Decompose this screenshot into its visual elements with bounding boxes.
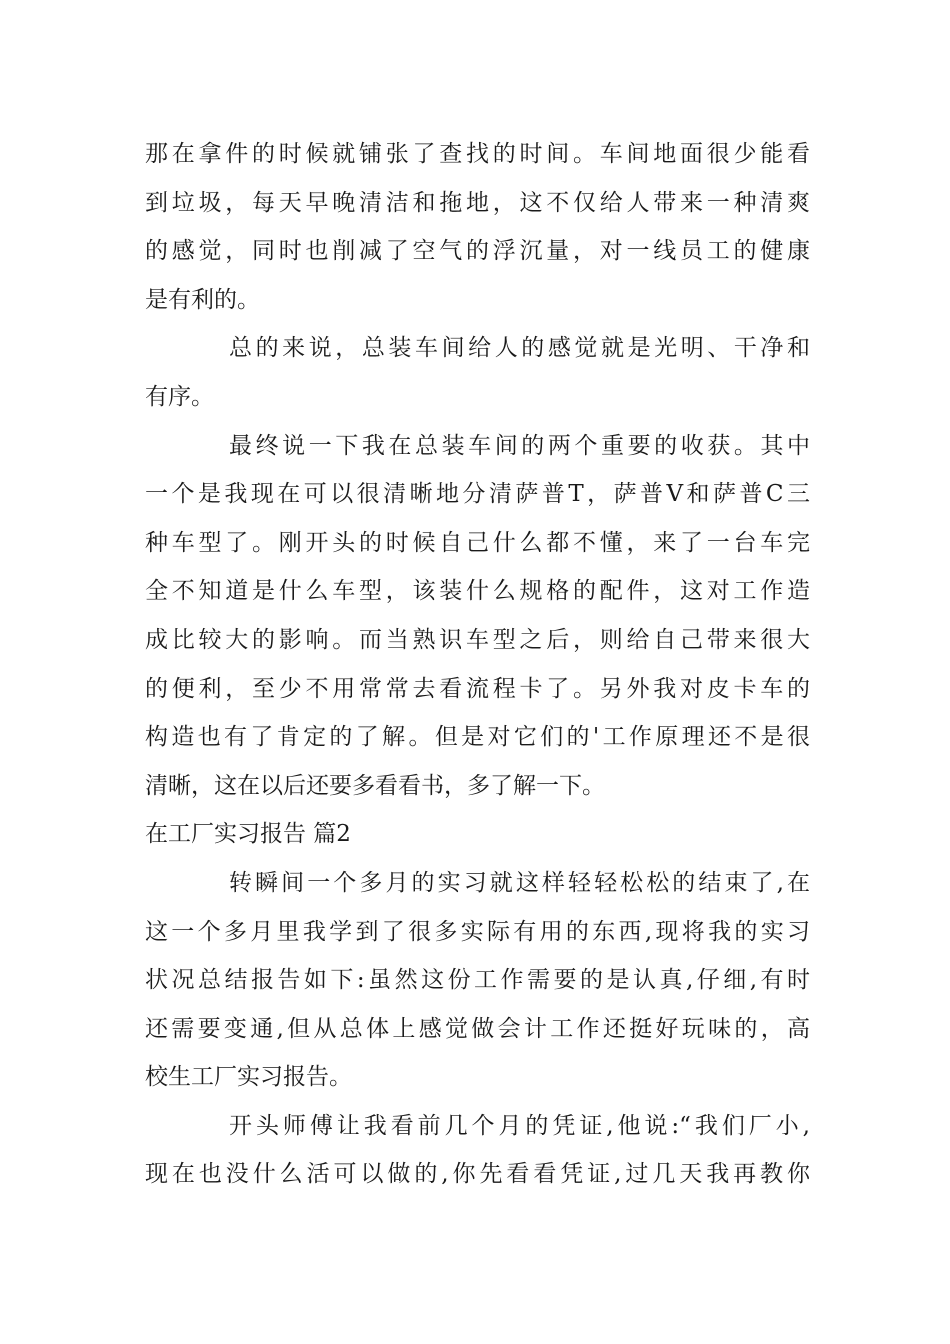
document-body <box>145 130 810 1199</box>
text-line: 有序。 <box>145 383 214 410</box>
text-line: 现在也没什么活可以做的,你先看看凭证,过几天我再教你 <box>145 1161 810 1188</box>
text-line: 的便利，至少不用常常去看流程卡了。另外我对皮卡车的 <box>145 675 810 702</box>
text-line: 种车型了。刚开头的时候自己什么都不懂，来了一台车完 <box>145 529 810 556</box>
text-line: 到垃圾，每天早晚清洁和拖地，这不仅给人带来一种清爽 <box>145 189 810 216</box>
text-line: 那在拿件的时候就铺张了查找的时间。车间地面很少能看 <box>145 141 810 167</box>
text-line: 清晰，这在以后还要多看看书，多了解一下。 <box>145 772 605 799</box>
text-line: 成比较大的影响。而当熟识车型之后，则给自己带来很大 <box>145 626 810 653</box>
text-line: 一个是我现在可以很清晰地分清萨普T，萨普V和萨普C三 <box>145 481 810 508</box>
text-line: 构造也有了肯定的了解。但是对它们的'工作原理还不是很 <box>145 724 810 751</box>
text-line: 最终说一下我在总装车间的两个重要的收获。其中 <box>229 432 810 459</box>
text-line: 这一个多月里我学到了很多实际有用的东西,现将我的实习 <box>145 918 810 945</box>
text-line: 总的来说，总装车间给人的感觉就是光明、干净和 <box>229 335 810 362</box>
text-line: 还需要变通,但从总体上感觉做会计工作还挺好玩味的，高 <box>145 1015 810 1042</box>
text-line: 是有利的。 <box>145 286 260 313</box>
text-line: 开头师傅让我看前几个月的凭证,他说:“我们厂小, <box>229 1112 810 1139</box>
text-line: 转瞬间一个多月的实习就这样轻轻松松的结束了,在 <box>229 869 810 896</box>
text-line: 全不知道是什么车型，该装什么规格的配件，这对工作造 <box>145 578 810 605</box>
section-heading: 在工厂实习报告 篇2 <box>145 821 351 848</box>
text-line: 状况总结报告如下:虽然这份工作需要的是认真,仔细,有时 <box>145 967 810 994</box>
text-line: 校生工厂实习报告。 <box>145 1064 352 1091</box>
text-line: 的感觉，同时也削减了空气的浮沉量，对一线员工的健康 <box>145 238 810 265</box>
